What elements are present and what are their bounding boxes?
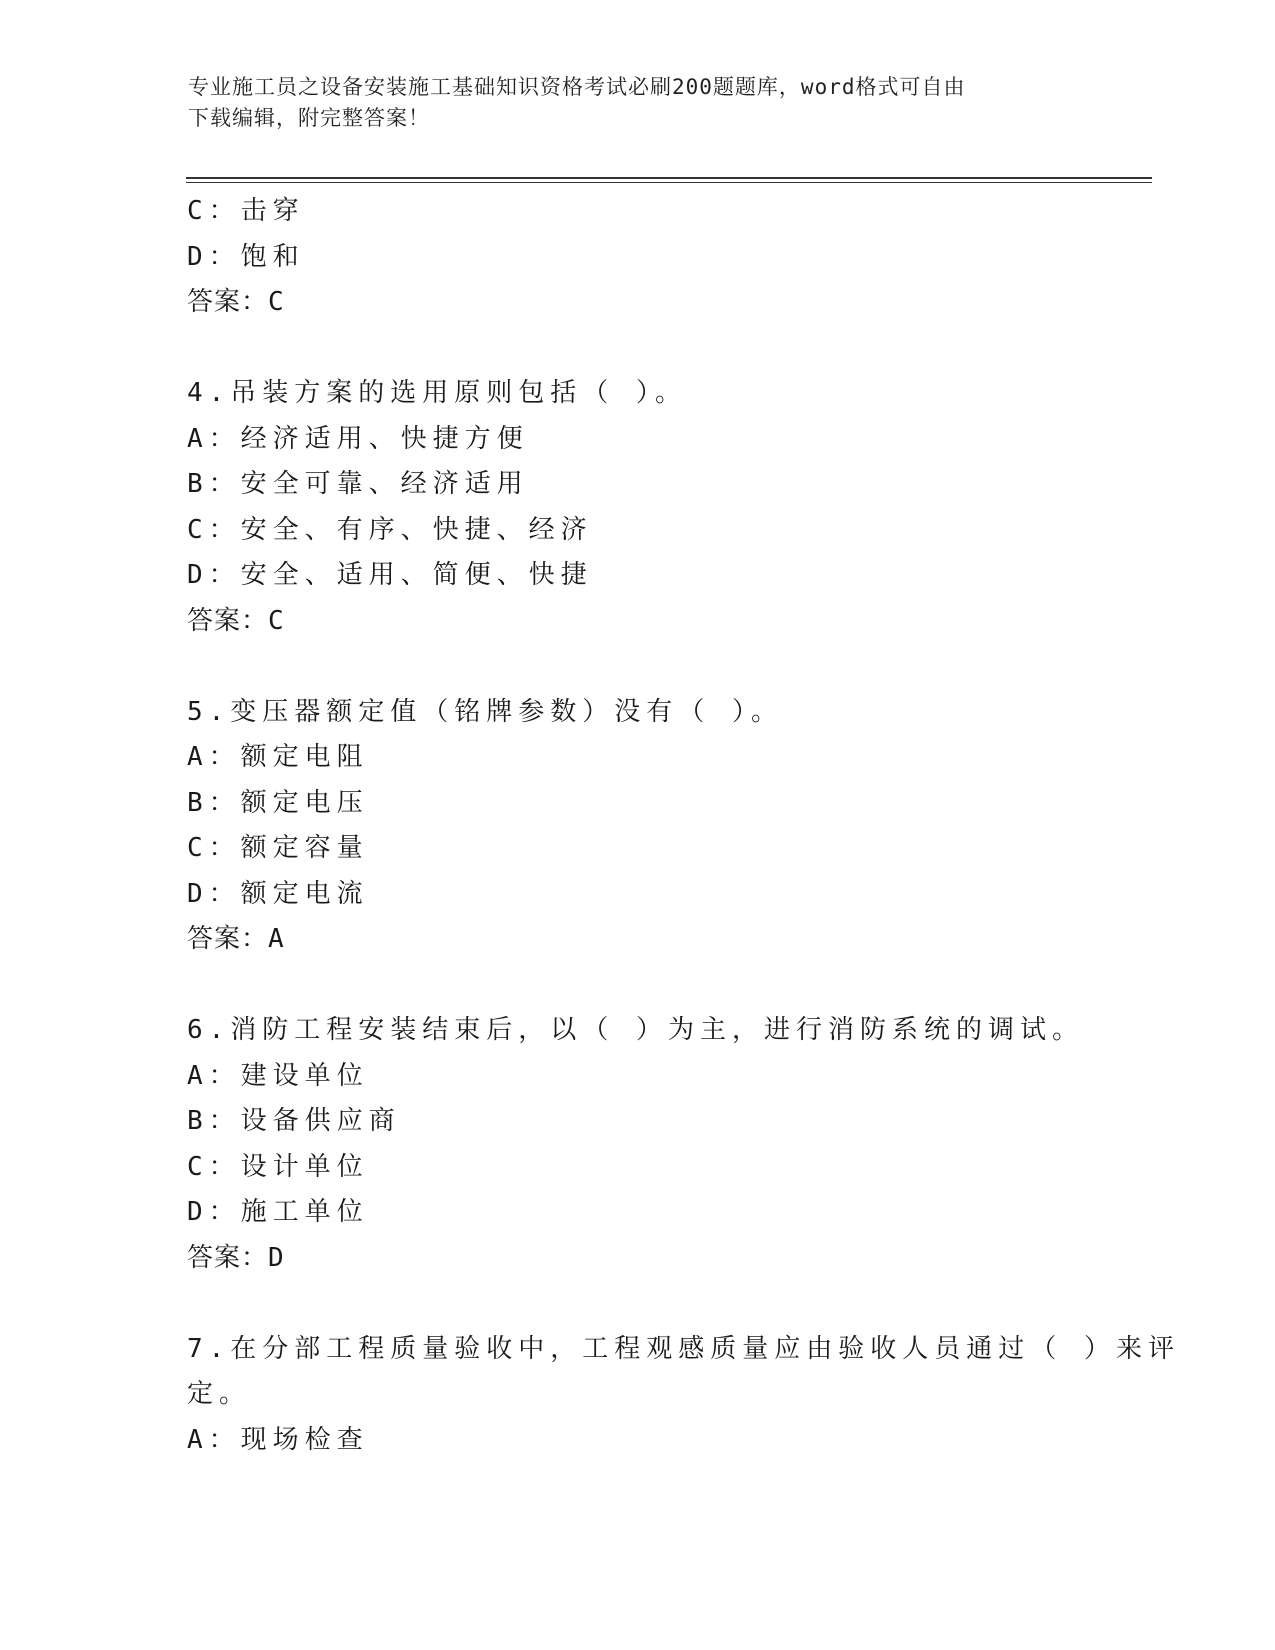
option-b: B：设备供应商 [187,1106,401,1136]
question-7 [187,1327,1180,1464]
question-5 [187,690,1087,963]
option-d: D：饱和 [187,241,305,272]
question-6 [187,1008,1087,1281]
question-stem: 5.变压器额定值（铭牌参数）没有（ ）。 [187,696,783,727]
answer-line: 答案：D [187,1242,285,1273]
header-divider-thick [186,177,1152,179]
document-header [188,72,1068,134]
option-d: D：施工单位 [187,1197,369,1227]
option-a: A：额定电阻 [187,742,369,772]
option-c: C：击穿 [187,196,305,226]
answer-line: 答案：C [187,287,285,317]
question-stem: 6.消防工程安装结束后，以（ ）为主，进行消防系统的调试。 [187,1015,1084,1045]
option-b: B：额定电压 [187,787,369,818]
option-d: D：额定电流 [187,878,369,909]
option-a: A：建设单位 [187,1060,369,1091]
question-spacer [187,644,1087,690]
question-spacer [187,963,1087,1009]
option-a: A：经济适用、快捷方便 [187,423,529,454]
question-spacer [187,326,1087,372]
header-divider-thin [186,182,1152,183]
option-c: C：设计单位 [187,1151,369,1182]
question-4 [187,371,1087,644]
question-list [187,189,1180,1463]
option-a: A：现场检查 [187,1424,369,1455]
option-c: C：安全、有序、快捷、经济 [187,514,593,545]
header-line-1: 专业施工员之设备安装施工基础知识资格考试必刷200题题库，word格式可自由 [188,75,966,99]
answer-line: 答案：A [187,924,285,954]
option-b: B：安全可靠、经济适用 [187,469,529,499]
question-spacer [187,1281,1087,1327]
answer-line: 答案：C [187,605,285,636]
option-c: C：额定容量 [187,833,369,863]
question-3-continued [187,189,1087,326]
question-stem: 4.吊装方案的选用原则包括（ ）。 [187,378,687,408]
question-stem-line-2: 定。 [187,1379,252,1409]
header-line-2: 下载编辑，附完整答案！ [188,106,430,130]
question-stem-line-1: 7.在分部工程质量验收中，工程观感质量应由验收人员通过（ ）来评 [187,1333,1180,1364]
option-d: D：安全、适用、简便、快捷 [187,560,593,590]
